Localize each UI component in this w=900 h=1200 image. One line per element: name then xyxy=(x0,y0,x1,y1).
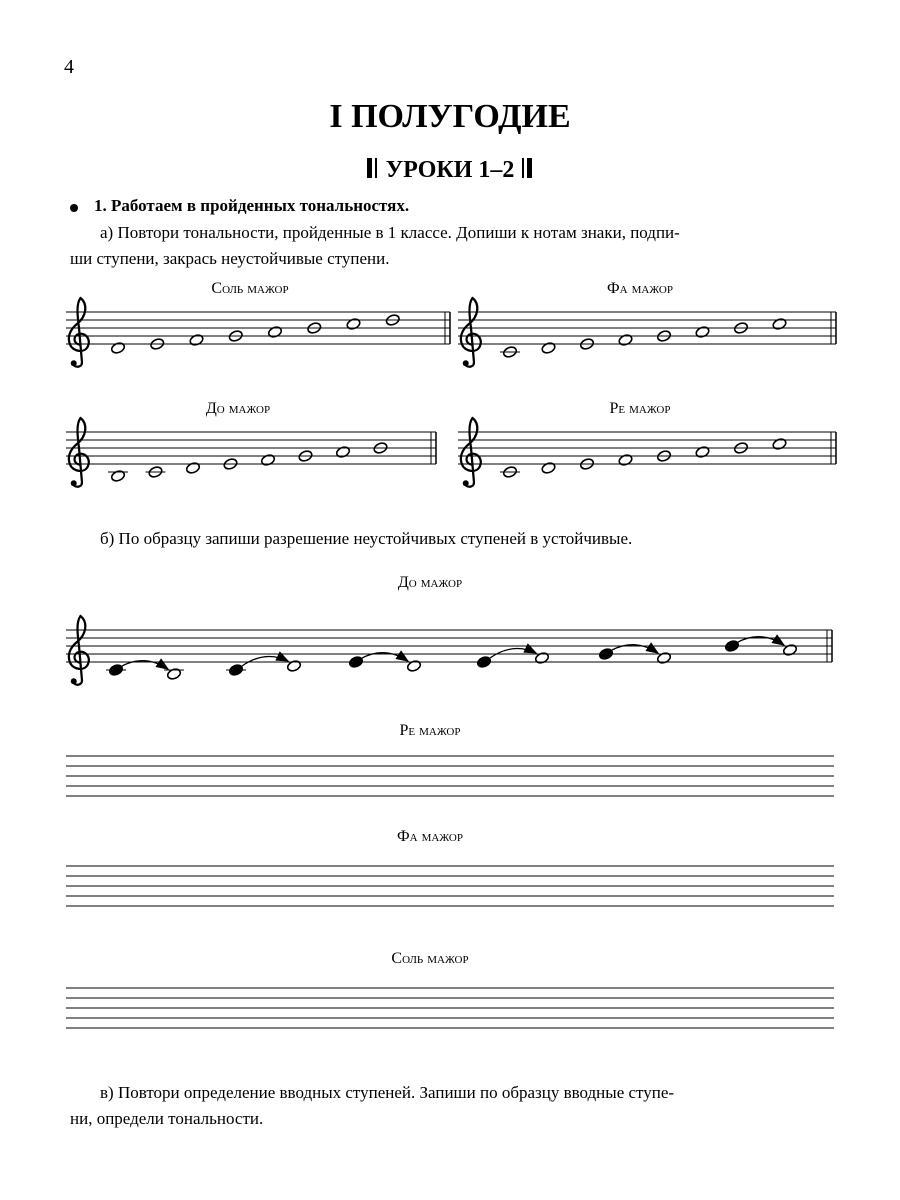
note-f-major xyxy=(772,317,787,330)
label-f-major: Фа мажор xyxy=(607,280,673,297)
unstable-note xyxy=(348,655,363,668)
stable-note xyxy=(166,667,181,680)
treble-clef-icon xyxy=(461,418,481,487)
resolution-arrow xyxy=(490,649,536,658)
note-d-major xyxy=(618,453,633,466)
note-c-major xyxy=(110,469,125,482)
unstable-note xyxy=(598,647,613,660)
note-c-major xyxy=(335,445,350,458)
exercise-heading: 1. Работаем в пройденных тональностях. xyxy=(94,196,410,215)
section-title: I ПОЛУГОДИЕ xyxy=(329,98,571,135)
label-example-c-major: До мажор xyxy=(397,574,463,591)
label-blank-d-major: Ре мажор xyxy=(399,722,461,739)
treble-clef-icon xyxy=(461,298,481,367)
note-g-major xyxy=(267,325,282,338)
note-c-major xyxy=(185,461,200,474)
lesson-title-text: УРОКИ 1–2 xyxy=(385,157,515,184)
treble-clef-icon xyxy=(69,298,89,367)
note-d-major xyxy=(695,445,710,458)
unstable-note xyxy=(476,655,491,668)
note-d-major xyxy=(541,461,556,474)
treble-clef-icon xyxy=(69,616,89,685)
note-f-major xyxy=(618,333,633,346)
note-c-major xyxy=(260,453,275,466)
part-c-line1: в) Повтори определение вводных ступеней. Запиши по образцу вводные ступе- xyxy=(100,1083,675,1102)
page-number: 4 xyxy=(64,56,74,78)
label-blank-f-major: Фа мажор xyxy=(397,828,463,845)
stable-note xyxy=(782,643,797,656)
stable-note xyxy=(286,659,301,672)
resolution-arrow xyxy=(242,657,288,666)
note-g-major xyxy=(346,317,361,330)
note-f-major xyxy=(695,325,710,338)
stable-note xyxy=(534,651,549,664)
treble-clef-icon xyxy=(69,418,89,487)
label-blank-g-major: Соль мажор xyxy=(391,950,469,967)
part-a-line2: ши ступени, закрась неустойчивые ступени. xyxy=(70,249,390,268)
unstable-note xyxy=(724,639,739,652)
part-a-line1: а) Повтори тональности, пройденные в 1 классе. Допиши к нотам знаки, подпи- xyxy=(100,223,680,242)
label-g-major: Соль мажор xyxy=(211,280,289,297)
stable-note xyxy=(656,651,671,664)
note-d-major xyxy=(772,437,787,450)
part-c-line2: ни, определи тональности. xyxy=(70,1109,264,1128)
note-g-major xyxy=(189,333,204,346)
stable-note xyxy=(406,659,421,672)
label-d-major: Ре мажор xyxy=(609,400,671,417)
note-g-major xyxy=(110,341,125,354)
note-f-major xyxy=(541,341,556,354)
part-b-line: б) По образцу запиши разрешение неустойчивых ступеней в устойчивые. xyxy=(100,529,633,548)
label-c-major: До мажор xyxy=(205,400,271,417)
